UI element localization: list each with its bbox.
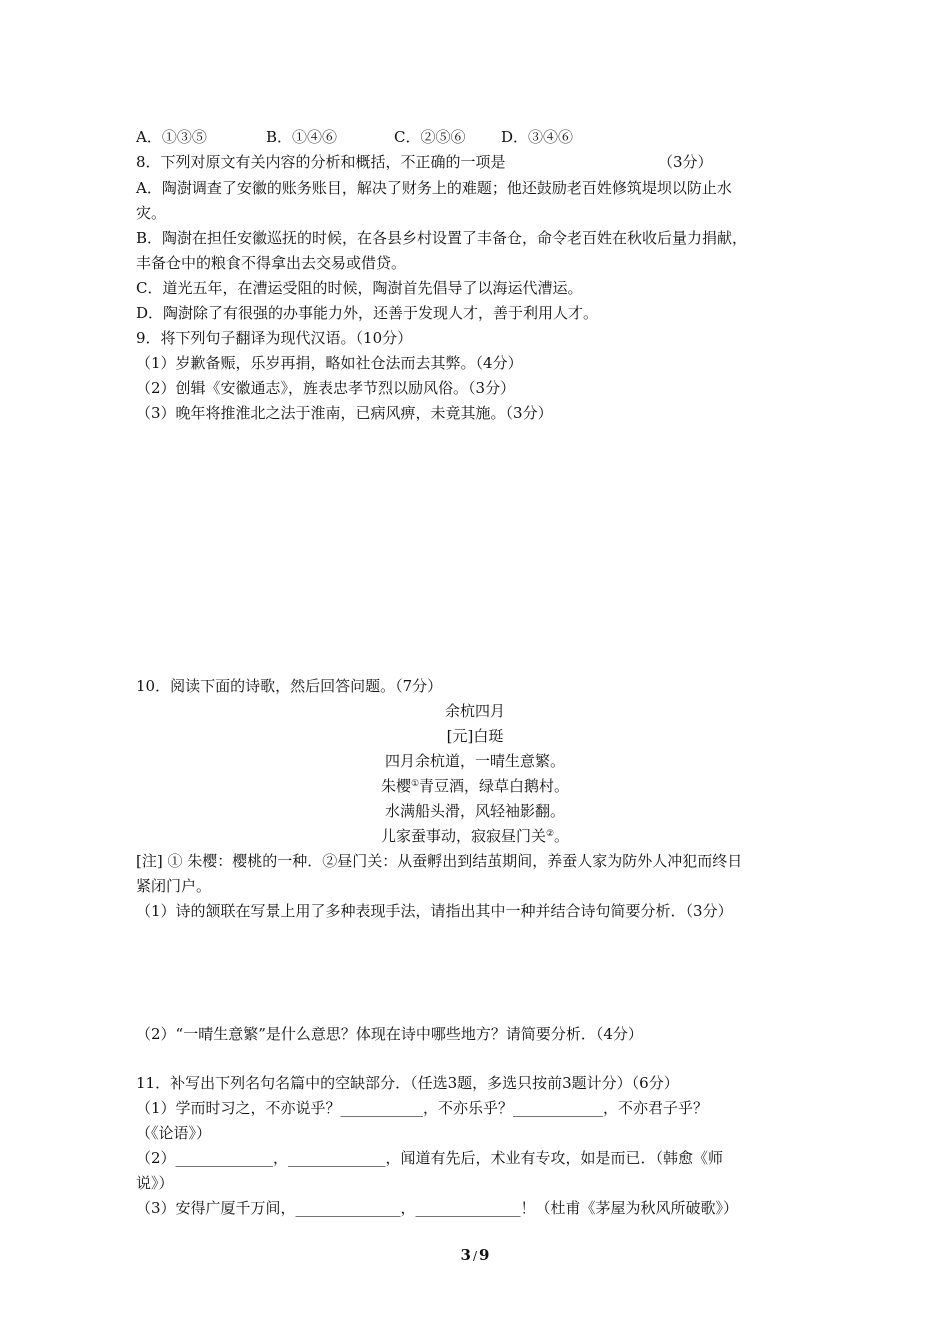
poem-line-1: 四月余杭道，一晴生意繁。: [384, 752, 565, 770]
q11-stem: 11．补写出下列名句名篇中的空缺部分．（任选3题，多选只按前3题计分）（6分）: [136, 1074, 679, 1092]
q7-option-b: B．①④⑥: [266, 128, 338, 146]
q8-stem: 8．下列对原文有关内容的分析和概括，不正确的一项是: [136, 153, 506, 171]
q7-option-a: A．①③⑤: [136, 128, 207, 146]
q11-item-1-line1: （1）学而时习之，不亦说乎？___________，不亦乐乎？____________，不亦君子乎？: [136, 1099, 709, 1117]
current-page: 3: [460, 1246, 471, 1264]
poem-line-2-part1: 朱樱: [380, 777, 411, 795]
q10-stem: 10．阅读下面的诗歌，然后回答问题。（7分）: [136, 677, 443, 695]
poem-note-marker-2: ②: [545, 829, 555, 839]
q9-sentence-1: （1）岁歉备赈，乐岁再捐，略如社仓法而去其弊。（4分）: [136, 354, 523, 372]
poem-line-2-part2: 青豆酒，绿草白鹅村。: [419, 777, 570, 795]
poem-note-marker-1: ①: [410, 779, 420, 789]
poem-author: [元]白珽: [446, 727, 504, 745]
poem-line-4: [0, 826, 950, 846]
page-separator: /: [472, 1249, 478, 1263]
poem-title: 余杭四月: [444, 702, 505, 720]
poem-note-line2: 紧闭门户。: [136, 877, 212, 895]
q11-item-1-line2: （《论语》）: [136, 1124, 212, 1142]
q8-option-d: D．陶澍除了有很强的办事能力外，还善于发现人才，善于利用人才。: [136, 304, 599, 322]
q11-item-2-line1: （2）_____________，_____________，闻道有先后，术业有专攻，如是而已．（韩愈《师: [136, 1149, 724, 1167]
q11-item-2-line2: 说》）: [136, 1174, 174, 1192]
q8-option-a-line2: 灾。: [136, 204, 167, 222]
q9-stem: 9．将下列句子翻译为现代汉语。（10分）: [136, 329, 413, 347]
poem-line-4-part1: 儿家蚕事动，寂寂昼门关: [380, 827, 546, 845]
q8-option-b-line1: B．陶澍在担任安徽巡抚的时候，在各县乡村设置了丰备仓，命令老百姓在秋收后量力捐献，: [136, 229, 748, 247]
poem-line-2: [0, 776, 950, 796]
q7-options: [136, 127, 573, 147]
q8-points: （3分）: [658, 153, 713, 171]
q9-sentence-2: （2）创辑《安徽通志》，旌表忠孝节烈以励风俗。（3分）: [136, 379, 516, 397]
q7-option-c: C．②⑤⑥: [394, 128, 466, 146]
total-pages: 9: [479, 1246, 490, 1264]
poem-note-line1: [注] ① 朱樱：樱桃的一种．②昼门关：从蚕孵出到结茧期间，养蚕人家为防外人冲犯而终日: [136, 852, 743, 870]
page-number: [0, 1246, 950, 1264]
q8-option-c: C．道光五年，在漕运受阻的时候，陶澍首先倡导了以海运代漕运。: [136, 279, 583, 297]
q11-item-3: （3）安得广厦千万间，______________，______________！（杜甫《茅屋为秋风所破歌》）: [136, 1199, 739, 1217]
q10-subquestion-1: （1）诗的颔联在写景上用了多种表现手法，请指出其中一种并结合诗句简要分析．（3分）: [136, 902, 733, 920]
poem-line-4-part2: 。: [554, 827, 570, 845]
q10-subquestion-2: （2）“一晴生意繁”是什么意思？体现在诗中哪些地方？请简要分析．（4分）: [136, 1025, 643, 1043]
q8-option-a-line1: A．陶澍调查了安徽的账务账目，解决了财务上的难题；他还鼓励老百姓修筑堤坝以防止水: [136, 179, 732, 197]
q9-sentence-3: （3）晚年将推淮北之法于淮南，已病风痹，未竟其施。（3分）: [136, 404, 553, 422]
q7-option-d: D．③④⑥: [501, 128, 574, 146]
poem-line-3: 水满船头滑，风轻袖影翻。: [384, 802, 565, 820]
q8-option-b-line2: 丰备仓中的粮食不得拿出去交易或借贷。: [136, 254, 407, 272]
